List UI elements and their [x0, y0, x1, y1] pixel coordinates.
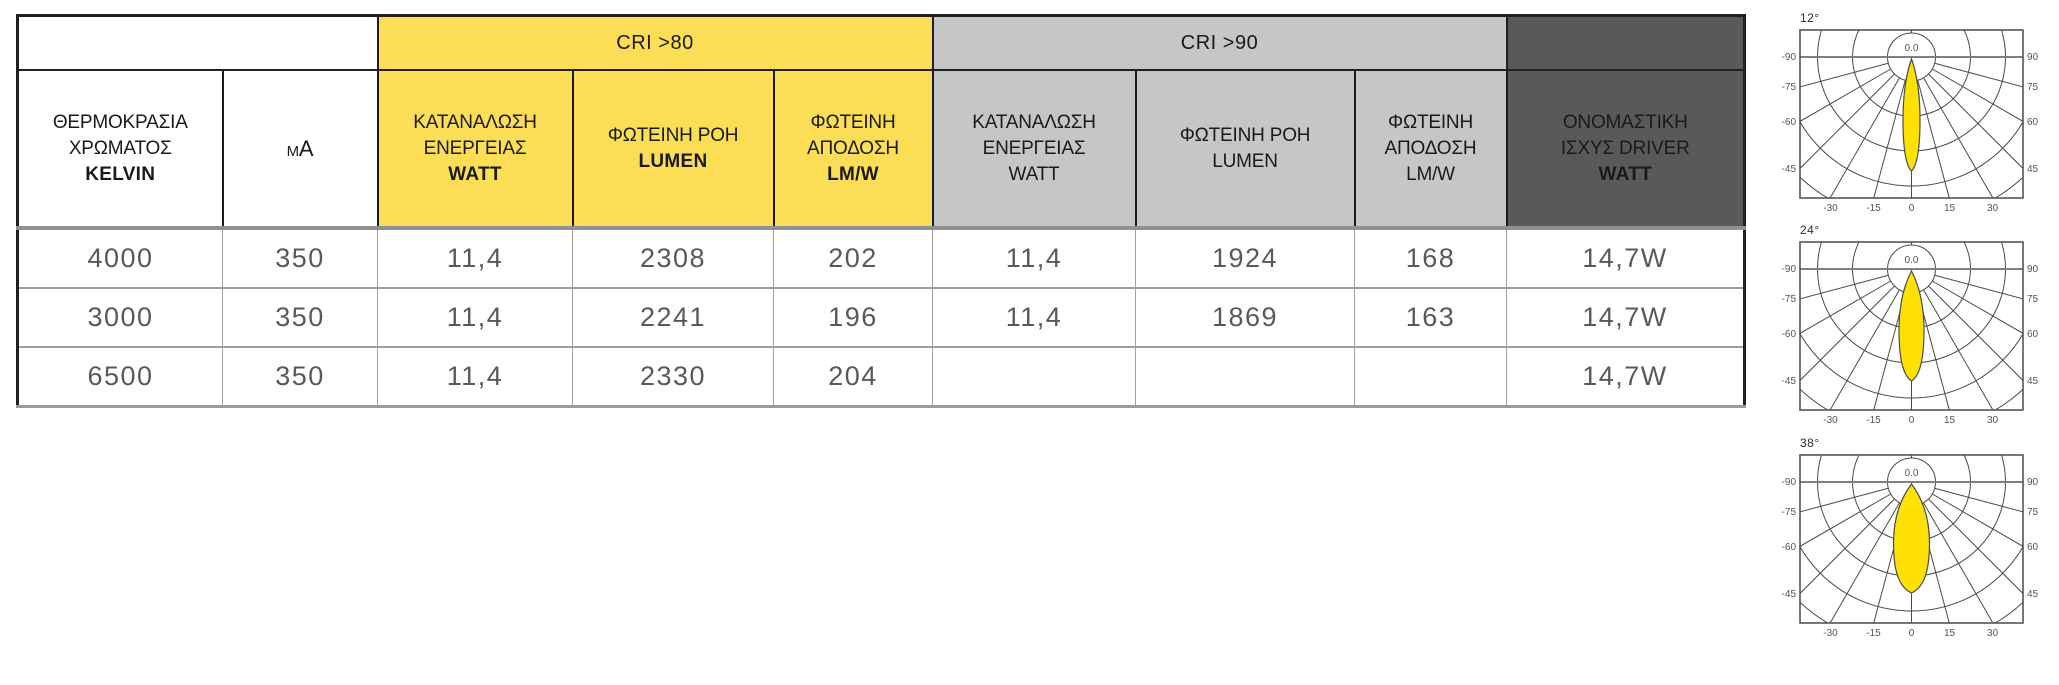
- svg-text:-90: -90: [1781, 264, 1796, 275]
- header-line: ΦΩΤΕΙΝΗ ΡΟΗ: [1179, 124, 1311, 146]
- svg-text:0.0: 0.0: [1904, 43, 1919, 54]
- header-line: ΦΩΤΕΙΝΗ: [810, 111, 896, 133]
- header-unit: LUMEN: [638, 150, 708, 172]
- header-unit: WATT: [1598, 163, 1653, 185]
- cell-lumen-cri80: 2308: [573, 228, 774, 288]
- cell-driver-watt: 14,7W: [1507, 288, 1745, 347]
- svg-text:75: 75: [2027, 507, 2039, 518]
- cell-lmw-cri90: [1355, 347, 1507, 407]
- table-row: [18, 347, 1745, 407]
- svg-text:60: 60: [2027, 329, 2039, 340]
- polar-diagram-12deg: [1778, 11, 2046, 215]
- header-line: ΘΕΡΜΟΚΡΑΣΙΑ: [52, 111, 188, 133]
- header-driver-power: [1507, 70, 1745, 228]
- group-cell-cri90: CRI >90: [933, 16, 1507, 71]
- photometric-spec-table: [16, 14, 1746, 408]
- cell-lumen-cri90: 1869: [1136, 288, 1355, 347]
- cell-driver-watt: 14,7W: [1507, 228, 1745, 288]
- svg-text:90: 90: [2027, 264, 2039, 275]
- svg-text:60: 60: [2027, 542, 2039, 553]
- cell-lumen-cri80: 2330: [573, 347, 774, 407]
- cell-watt-cri80: 11,4: [378, 347, 573, 407]
- header-unit: mA: [286, 135, 314, 161]
- svg-text:-15: -15: [1866, 203, 1881, 214]
- header-power-cri80: [378, 70, 573, 228]
- svg-text:-60: -60: [1781, 117, 1796, 128]
- svg-text:-75: -75: [1781, 294, 1796, 305]
- svg-text:0.0: 0.0: [1904, 468, 1919, 479]
- svg-text:15: 15: [1943, 415, 1956, 426]
- svg-text:60: 60: [2027, 117, 2039, 128]
- header-flux-cri80: [573, 70, 774, 228]
- svg-text:-30: -30: [1823, 628, 1838, 639]
- header-unit: LM/W: [827, 163, 879, 185]
- group-cell-cri80: CRI >80: [378, 16, 933, 71]
- svg-text:0.0: 0.0: [1904, 255, 1919, 266]
- beam-angle-label: 12°: [1800, 11, 1820, 25]
- polar-grid-12deg: [1778, 29, 2046, 215]
- svg-text:15: 15: [1943, 203, 1956, 214]
- cell-watt-cri90: [933, 347, 1136, 407]
- polar-diagram-24deg: [1778, 223, 2046, 427]
- header-unit: WATT: [448, 163, 502, 185]
- header-unit: LM/W: [1406, 163, 1455, 185]
- svg-text:-75: -75: [1781, 507, 1796, 518]
- header-line: ΙΣΧΥΣ DRIVER: [1560, 137, 1690, 159]
- svg-text:-90: -90: [1781, 477, 1796, 488]
- svg-text:-15: -15: [1866, 628, 1881, 639]
- svg-text:0: 0: [1908, 415, 1915, 426]
- spec-table: [16, 14, 1746, 408]
- header-line: ΕΝΕΡΓΕΙΑΣ: [423, 137, 527, 159]
- header-unit: WATT: [1008, 163, 1060, 185]
- header-efficacy-cri80: [774, 70, 933, 228]
- cell-driver-watt: 14,7W: [1507, 347, 1745, 407]
- table-row: [18, 288, 1745, 347]
- header-line: ΕΝΕΡΓΕΙΑΣ: [982, 137, 1086, 159]
- svg-text:30: 30: [1986, 628, 1999, 639]
- header-current-ma: [223, 70, 378, 228]
- header-line: ΟΝΟΜΑΣΤΙΚΗ: [1562, 111, 1688, 133]
- svg-text:-45: -45: [1781, 164, 1796, 175]
- cri-group-row: [18, 16, 1745, 71]
- svg-text:-45: -45: [1781, 589, 1796, 600]
- cell-kelvin: 6500: [18, 347, 223, 407]
- column-header-row: [18, 70, 1745, 228]
- svg-text:75: 75: [2027, 82, 2039, 93]
- header-line: ΑΠΟΔΟΣΗ: [1384, 137, 1477, 159]
- cell-ma: 350: [223, 228, 378, 288]
- cell-watt-cri80: 11,4: [378, 288, 573, 347]
- polar-grid-38deg: [1778, 454, 2046, 640]
- cell-kelvin: 3000: [18, 288, 223, 347]
- header-line: ΚΑΤΑΝΑΛΩΣΗ: [972, 111, 1096, 133]
- beam-angle-label: 24°: [1800, 223, 1820, 237]
- svg-text:-60: -60: [1781, 542, 1796, 553]
- svg-text:-30: -30: [1823, 203, 1838, 214]
- header-line: ΦΩΤΕΙΝΗ: [1388, 111, 1473, 133]
- header-power-cri90: [933, 70, 1136, 228]
- svg-text:-30: -30: [1823, 415, 1838, 426]
- header-efficacy-cri90: [1355, 70, 1507, 228]
- header-unit: LUMEN: [1212, 150, 1278, 172]
- cell-lumen-cri90: [1136, 347, 1355, 407]
- cell-watt-cri80: 11,4: [378, 228, 573, 288]
- svg-text:0: 0: [1908, 203, 1915, 214]
- cell-watt-cri90: 11,4: [933, 228, 1136, 288]
- header-line: ΧΡΩΜΑΤΟΣ: [68, 137, 172, 159]
- cell-lumen-cri90: 1924: [1136, 228, 1355, 288]
- svg-text:15: 15: [1943, 628, 1956, 639]
- svg-text:-15: -15: [1866, 415, 1881, 426]
- header-line: ΚΑΤΑΝΑΛΩΣΗ: [413, 111, 537, 133]
- table-row: [18, 228, 1745, 288]
- group-cell-blank: [18, 16, 378, 71]
- cell-kelvin: 4000: [18, 228, 223, 288]
- cell-lmw-cri90: 168: [1355, 228, 1507, 288]
- group-cell-dark: [1507, 16, 1745, 71]
- svg-text:45: 45: [2027, 589, 2039, 600]
- svg-text:45: 45: [2027, 164, 2039, 175]
- svg-text:30: 30: [1986, 415, 1999, 426]
- svg-text:-90: -90: [1781, 52, 1796, 63]
- header-line: ΑΠΟΔΟΣΗ: [807, 137, 899, 159]
- header-unit: KELVIN: [85, 163, 156, 185]
- header-color-temperature: [18, 70, 223, 228]
- svg-text:90: 90: [2027, 477, 2039, 488]
- cell-lmw-cri80: 204: [774, 347, 933, 407]
- svg-text:75: 75: [2027, 294, 2039, 305]
- svg-text:45: 45: [2027, 376, 2039, 387]
- cell-lumen-cri80: 2241: [573, 288, 774, 347]
- polar-grid-24deg: [1778, 241, 2046, 427]
- cell-ma: 350: [223, 288, 378, 347]
- svg-text:30: 30: [1986, 203, 1999, 214]
- polar-diagram-38deg: [1778, 436, 2046, 640]
- header-flux-cri90: [1136, 70, 1355, 228]
- header-line: ΦΩΤΕΙΝΗ ΡΟΗ: [607, 124, 739, 146]
- cell-lmw-cri90: 163: [1355, 288, 1507, 347]
- cell-lmw-cri80: 196: [774, 288, 933, 347]
- cell-ma: 350: [223, 347, 378, 407]
- cell-watt-cri90: 11,4: [933, 288, 1136, 347]
- svg-text:-45: -45: [1781, 376, 1796, 387]
- svg-text:-75: -75: [1781, 82, 1796, 93]
- svg-text:0: 0: [1908, 628, 1915, 639]
- beam-angle-label: 38°: [1800, 436, 1820, 450]
- cell-lmw-cri80: 202: [774, 228, 933, 288]
- svg-text:90: 90: [2027, 52, 2039, 63]
- svg-text:-60: -60: [1781, 329, 1796, 340]
